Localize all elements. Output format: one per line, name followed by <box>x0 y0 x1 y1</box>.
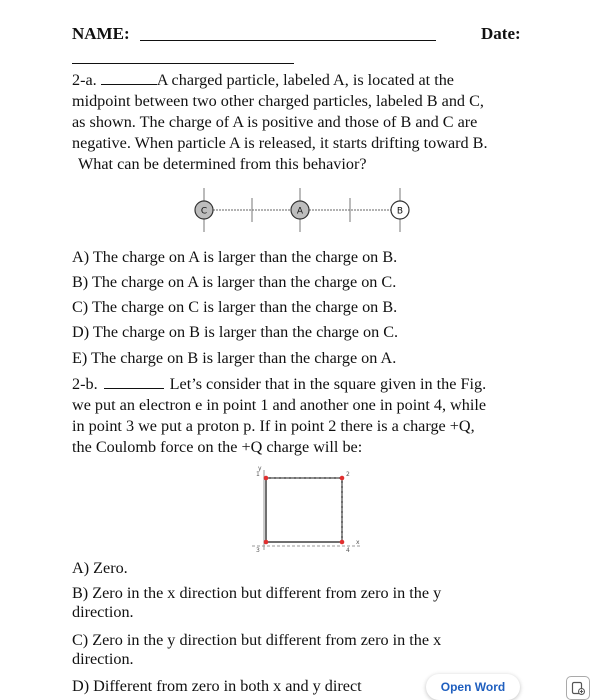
q2a-option-a: A) The charge on A is larger than the charge on B. <box>72 248 398 266</box>
date-blank-line <box>72 63 294 64</box>
square-figure <box>244 466 364 554</box>
q2b-text-1: Let’s consider that in the square given in the Fig. <box>169 375 487 393</box>
charge-point-3 <box>264 540 269 545</box>
q2a-answer-blank <box>101 71 157 85</box>
charge-point-2 <box>340 476 345 481</box>
corner-label-1: 1 <box>256 471 260 478</box>
q2a-line-4: negative. When particle A is released, it starts drifting toward B. <box>72 134 488 152</box>
q2a-text-1: A charged particle, labeled A, is located at the <box>156 71 454 89</box>
particle-b <box>391 201 409 219</box>
corner-label-3: 3 <box>256 547 260 554</box>
particles-figure <box>180 180 420 240</box>
corner-label-4: 4 <box>346 547 350 554</box>
q2b-answer-blank <box>104 375 164 389</box>
particle-c-label: C <box>200 206 208 217</box>
q2b-option-d: D) Different from zero in both x and y direct <box>72 677 362 695</box>
corner-label-2: 2 <box>346 471 350 478</box>
q2a-option-c: C) The charge on C is larger than the charge on B. <box>72 298 398 316</box>
charge-point-1 <box>264 476 269 481</box>
document-action-icon[interactable] <box>566 676 590 700</box>
q2a-option-d: D) The charge on B is larger than the charge on C. <box>72 323 399 341</box>
axis-label-y: y <box>258 466 262 472</box>
particle-a <box>291 201 309 219</box>
q2a-line-2: midpoint between two other charged particles, labeled B and C, <box>72 92 484 110</box>
particle-b-label: B <box>396 206 404 217</box>
particle-a-label: A <box>296 206 304 217</box>
square-outline <box>266 478 342 542</box>
charge-point-4 <box>340 540 345 545</box>
q2a-line-3: as shown. The charge of A is positive and those of B and C are <box>72 113 478 131</box>
document-plus-icon <box>571 681 585 695</box>
q2b-option-b-cont: direction. <box>72 603 134 621</box>
q2a-option-e: E) The charge on B is larger than the charge on A. <box>72 349 397 367</box>
q2a-option-b: B) The charge on A is larger than the charge on C. <box>72 273 397 291</box>
q2b-option-a: A) Zero. <box>72 559 128 577</box>
name-blank-line <box>140 40 436 41</box>
axis-label-x: x <box>356 539 360 546</box>
q2a-line-1 <box>72 71 592 90</box>
q2b-line-4: the Coulomb force on the +Q charge will be: <box>72 438 363 456</box>
q2b-line-1 <box>72 375 592 394</box>
q2b-number: 2-b. <box>72 375 98 393</box>
q2b-option-c: C) Zero in the y direction but different from zero in the x <box>72 631 442 649</box>
q2b-option-c-cont: direction. <box>72 650 134 668</box>
date-label: Date: <box>481 24 521 43</box>
q2a-line-5: What can be determined from this behavior? <box>78 155 367 173</box>
particle-c <box>195 201 213 219</box>
q2a-number: 2-a. <box>72 71 97 89</box>
name-label: NAME: <box>72 24 130 43</box>
q2b-line-3: in point 3 we put a proton p. If in point 2 there is a charge +Q, <box>72 417 475 435</box>
q2b-option-b: B) Zero in the x direction but different from zero in the y <box>72 584 442 602</box>
q2b-line-2: we put an electron e in point 1 and another one in point 4, while <box>72 396 487 414</box>
open-word-button[interactable]: Open Word <box>426 674 520 700</box>
